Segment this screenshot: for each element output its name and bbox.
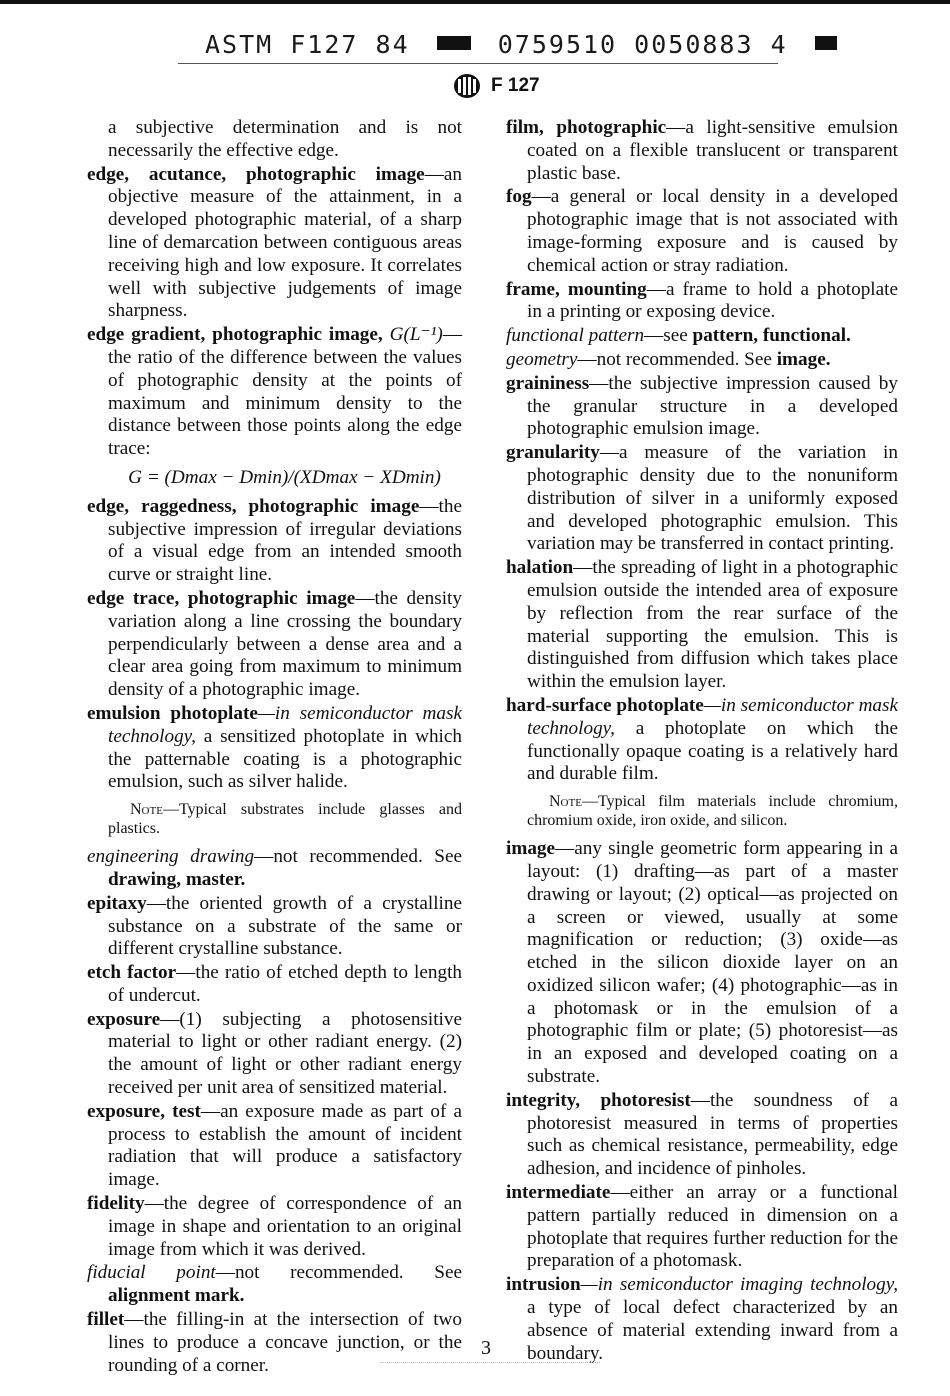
entry-term: image [506,838,556,860]
glossary-entry [506,838,898,1089]
glossary-entry [87,962,462,1008]
header-rule [178,63,778,64]
entry-term: intrusion [506,1274,581,1296]
entry-italic: G(L⁻¹) [389,324,443,346]
entry-definition: —the subjective impression of irregular deviations of a visual edge from an intended smooth curve or straight line. [108,495,462,586]
entry-definition: —not recommended. See [254,846,463,868]
glossary-entry [506,279,898,325]
scan-artifact [380,1362,600,1363]
entry-definition: a subjective determination and is not necessarily the effective edge. [108,117,462,161]
note-lead: Note [549,793,582,811]
entry-definition: —a measure of the variation in photographic density due to the nonuniform distribution of silver in a uniformly exposed and developed photographic emulsion. This variation may be transferred in contact printing. [527,442,898,555]
entry-definition: —a general or local density in a developed photographic image that is not associated with image-forming exposure and is caused by chemical action or stray radiation. [527,186,898,276]
note-text: —Typical film materials include chromium, chromium oxide, iron oxide, and silicon. [527,793,898,830]
glossary-entry [87,1009,462,1100]
entry-cross-reference: alignment mark. [108,1285,245,1307]
entry-term: film, photographic [506,117,667,138]
header-block-mark [437,36,471,50]
note [87,800,462,838]
glossary-entry [87,117,462,163]
entry-definition: —the filling-in at the intersection of two lines to produce a concave junction, or the rounding of a corner. [108,1309,462,1376]
glossary-entry [506,557,898,694]
glossary-entry [87,1309,462,1377]
glossary-entry [506,325,898,348]
entry-term: fillet [87,1309,125,1331]
entry-term: edge, raggedness, photographic image [87,495,420,517]
entry-cross-reference: pattern, functional. [692,325,851,347]
glossary-entry [87,846,462,892]
glossary-entry [506,695,898,786]
entry-term: integrity, photoresist [506,1089,691,1111]
entry-cross-reference: drawing, master. [108,868,246,890]
header-serial: 0759510 0050883 4 [497,30,788,59]
glossary-entry [87,1101,462,1192]
entry-italic: functional pattern [506,325,645,347]
entry-italic: —in semiconductor mask technology, [108,702,462,747]
entry-italic: —in semiconductor mask technology, [527,694,898,739]
note-text: —Typical substrates include glasses and plastics. [108,801,462,838]
entry-definition: —the ratio of the difference between the values of photographic density at the points of maximum and minimum density to the distance between those points along the edge trace: [108,324,462,460]
entry-definition: —the spreading of light in a photographic emulsion outside the intended area of exposure by reflection from the rear surface of the material supporting the emulsion. This is distinguished from diffusion which takes place within the emulsion layer. [527,557,898,693]
entry-definition: a photoplate on which the functionally opaque coating is a relatively hard and durable film. [527,717,898,785]
entry-term: halation [506,557,574,579]
glossary-entry [87,1193,462,1261]
entry-term: etch factor [87,962,177,984]
entry-definition: a type of local defect characterized by an absence of material extending inward from a boundary. [527,1297,898,1364]
right-column [506,117,898,1366]
entry-definition: —(1) subjecting a photosensitive material to light or other radiant energy. (2) the amount of light or other radiant energy received per unit area of sensitized material. [108,1008,462,1099]
entry-term: edge trace, photographic image [87,587,356,609]
entry-term: intermediate [506,1182,611,1204]
glossary-entry [87,588,462,702]
glossary-entry [87,164,462,324]
entry-italic: geometry [506,348,578,370]
entry-term: graininess [506,372,590,394]
entry-definition: —a light-sensitive emulsion coated on a flexible translucent or transparent plastic base. [527,117,898,184]
page-header [205,30,847,59]
entry-definition: a sensitized photoplate in which the patternable coating is a photographic emulsion, such as silver halide. [108,725,462,793]
glossary-entry [506,186,898,277]
glossary-entry [506,442,898,556]
entry-definition: —an exposure made as part of a process to establish the amount of incident radiation that will produce a satisfactory image. [108,1100,462,1191]
glossary-entry [506,373,898,441]
header-code: ASTM F127 84 [205,30,410,59]
note-lead: Note [130,801,163,819]
glossary-entry [506,1090,898,1181]
entry-term: edge gradient, photographic image, [87,324,390,346]
entry-cross-reference: image. [776,348,831,370]
entry-definition: —the subjective impression caused by the granular structure in a developed photographic emulsion image. [527,372,898,440]
standard-designation [453,73,540,99]
entry-term: fidelity [87,1193,145,1215]
entry-italic: fiducial point [87,1262,216,1284]
glossary-entry [506,1182,898,1273]
standard-number: F 127 [491,75,540,96]
entry-definition: —see [644,325,693,347]
glossary-entry [506,117,898,185]
entry-term: edge, acutance, photographic image [87,163,425,185]
entry-definition: —the density variation along a line crossing the boundary perpendicularly between a dense area and a clear area going from maximum to minimum density of a photographic image. [108,587,462,701]
entry-definition: —a frame to hold a photoplate in a printing or exposing device. [527,278,899,323]
entry-term: granularity [506,442,600,464]
top-border [0,0,950,4]
entry-term: epitaxy [87,892,147,914]
entry-term: exposure [87,1008,161,1030]
glossary-entry [87,703,462,794]
entry-term: hard-surface photoplate [506,694,704,716]
note [506,792,898,830]
glossary-entry [87,1262,462,1308]
entry-italic: engineering drawing [87,846,255,868]
left-column [87,117,462,1378]
glossary-entry [87,893,462,961]
glossary-entry [506,1274,898,1365]
entry-definition: —the degree of correspondence of an image in shape and orientation to an original image from which it was derived. [108,1193,462,1260]
entry-definition: —any single geometric form appearing in a layout: (1) drafting—as part of a master drawing or layout; (2) optical—as projected on a screen or viewed, usually at some magnification or reduction; (3) oxide—as etched in the silicon dioxide layer on an oxidized silicon wafer; (4) photographic—as in a photomask or in the emulsion of a photographic film or plate; (5) photoresist—as in an exposed and developed coating on a substrate. [527,838,898,1088]
entry-term: exposure, test [87,1100,201,1122]
entry-term: fog [506,186,532,208]
astm-logo-icon [453,73,481,99]
entry-definition: —the ratio of etched depth to length of undercut. [108,962,462,1006]
header-block-mark-2 [815,36,837,50]
entry-definition: —either an array or a functional pattern partially reduced in dimension on a photoplate that requires further reduction for the preparation of a photomask. [527,1182,898,1272]
entry-definition: —an objective measure of the attainment, in a developed photographic material, of a sharp line of demarcation between contiguous areas receiving high and low exposure. It correlates well with subjective judgements of image sharpness. [108,163,462,322]
glossary-entry [87,324,462,461]
glossary-entry [87,496,462,587]
entry-italic: —in semiconductor imaging technology, [580,1274,898,1296]
entry-definition: —not recommended. See [215,1262,462,1284]
entry-definition: —the oriented growth of a crystalline substance on a substrate of the same or different crystalline substance. [108,892,462,960]
page-number: 3 [481,1337,491,1359]
formula: G = (Dmax − Dmin)/(XDmax − XDmin) [128,466,441,488]
entry-term: emulsion photoplate [87,702,258,724]
entry-definition: —not recommended. See [577,348,777,370]
glossary-entry [506,349,898,372]
entry-term: frame, mounting [506,278,647,300]
entry-definition: —the soundness of a photoresist measured in terms of properties such as chemical resistance, permeability, edge adhesion, and incidence of pinholes. [527,1089,898,1180]
